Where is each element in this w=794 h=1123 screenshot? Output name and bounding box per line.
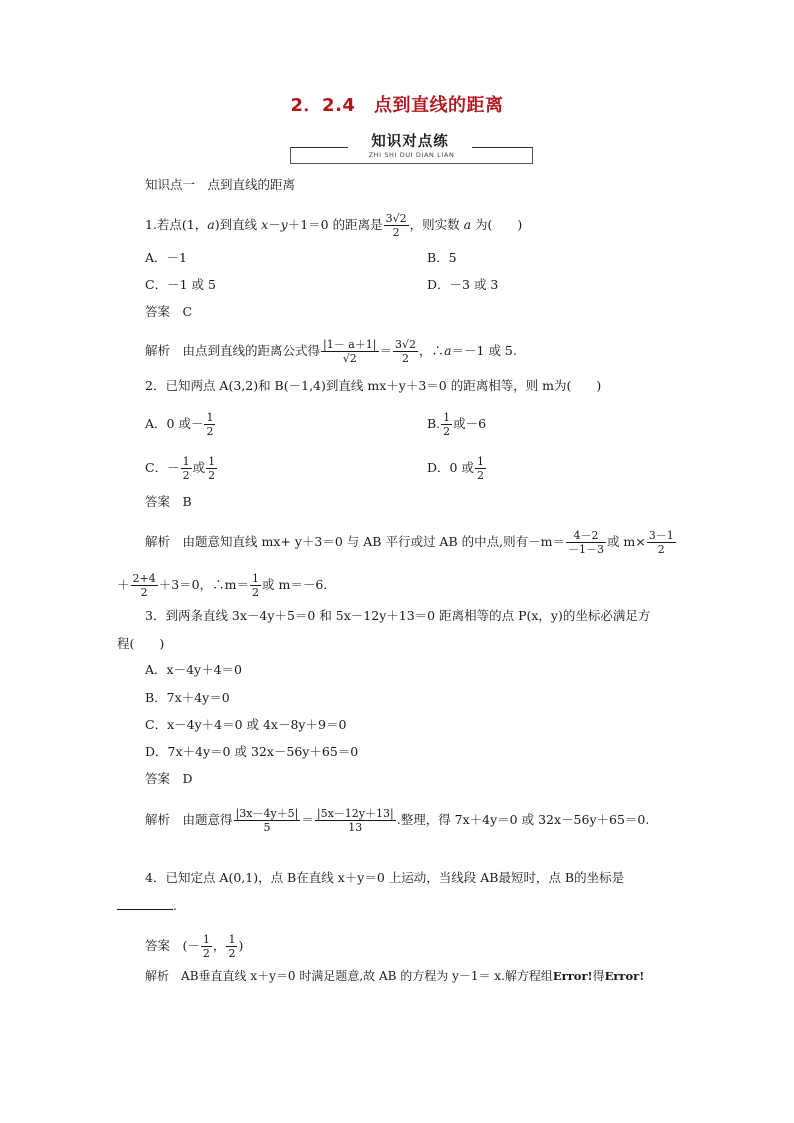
error-field: Error! — [552, 969, 593, 983]
q4-stem-line2: . — [117, 898, 177, 914]
q2-option-c: C．－ $\frac{1}{2}$ 或 $\frac{1}{2}$ — [145, 455, 216, 482]
q1-stem: 1.若点(1，a)到直线 x－y＋1＝0 的距离是 $\frac{3√2}{2}$ ，则实数 a 为( ) — [145, 212, 523, 239]
q3-stem-line1: 3．到两条直线 3x－4y＋5＝0 和 5x－12y＋13＝0 距离相等的点 P(x，y)的坐标必满足方 — [145, 608, 651, 623]
q3-option-d: D．7x＋4y＝0 或 32x－56y＋65＝0 — [145, 744, 359, 759]
q1-option-c: C．－1 或 5 — [145, 277, 216, 292]
q3-answer: 答案 D — [145, 771, 193, 786]
q2-answer: 答案 B — [145, 494, 192, 509]
q2-option-d: D．0 或 $\frac{1}{2}$ — [427, 455, 484, 482]
q1-option-d: D．－3 或 3 — [427, 277, 499, 292]
q4-stem-line1: 4．已知定点 A(0,1)，点 B在直线 x＋y＝0 上运动，当线段 AB最短时，点 B的坐标是 — [145, 870, 625, 885]
answer-blank — [117, 909, 173, 910]
q2-option-b: B. $\frac{1}{2}$ 或－6 — [427, 411, 487, 438]
q3-option-a: A．x－4y＋4＝0 — [145, 662, 242, 677]
q1-distance-fraction: $\frac{3√2}{2}$ — [385, 212, 407, 239]
q2-analysis-line2: ＋ $\frac{2+4}{2}$ ＋3＝0，∴m＝ $\frac{1}{2}$ 或 m＝－6. — [117, 572, 328, 599]
q1-option-a: A．－1 — [145, 250, 187, 265]
q3-option-b: B．7x＋4y＝0 — [145, 690, 230, 705]
q2-option-a: A．0 或－ $\frac{1}{2}$ — [145, 411, 214, 438]
q1-analysis: 解析 由点到直线的距离公式得 $\frac{|1- a+1|}{√2}$ ＝ $\frac{3√2}{2}$ ，∴a＝－1 或 5. — [145, 338, 517, 365]
page-title: 2．2.4 点到直线的距离 — [290, 95, 504, 116]
banner-subtitle: ZHI SHI DUI DIAN LIAN — [368, 151, 455, 159]
banner-title: 知识对点练 — [348, 131, 472, 153]
section-banner — [290, 131, 533, 164]
q1-option-b: B．5 — [427, 250, 457, 265]
q1-answer: 答案 C — [145, 304, 193, 319]
q3-analysis: 解析 由题意得 $\frac{|3x-4y+5|}{5}$ ＝ $\frac{|5x-12y+13|}{13}$ .整理，得 7x＋4y＝0 或 32x－56y＋65＝0. — [145, 807, 650, 834]
q3-option-c: C．x－4y＋4＝0 或 4x－8y＋9＝0 — [145, 717, 347, 732]
section-heading: 知识点一 点到直线的距离 — [145, 177, 296, 192]
q4-answer: 答案 (－ $\frac{1}{2}$ ， $\frac{1}{2}$ ) — [145, 933, 244, 960]
q2-stem: 2．已知两点 A(3,2)和 B(－1,4)到直线 mx＋y＋3＝0 的距离相等，则 m为( ) — [145, 378, 602, 393]
q4-analysis: 解析 AB垂直直线 x＋y＝0 时满足题意,故 AB 的方程为 y－1＝ x.解方程组Error!得Error! — [145, 969, 645, 983]
q2-analysis-line1: 解析 由题意知直线 mx+ y＋3＝0 与 AB 平行或过 AB 的中点,则有－m＝ $\frac{4-2}{-1-3}$ 或 m× $\frac{3-1}{2}$ — [145, 529, 674, 556]
q3-stem-line2: 程( ) — [117, 636, 165, 651]
error-field: Error! — [604, 969, 645, 983]
